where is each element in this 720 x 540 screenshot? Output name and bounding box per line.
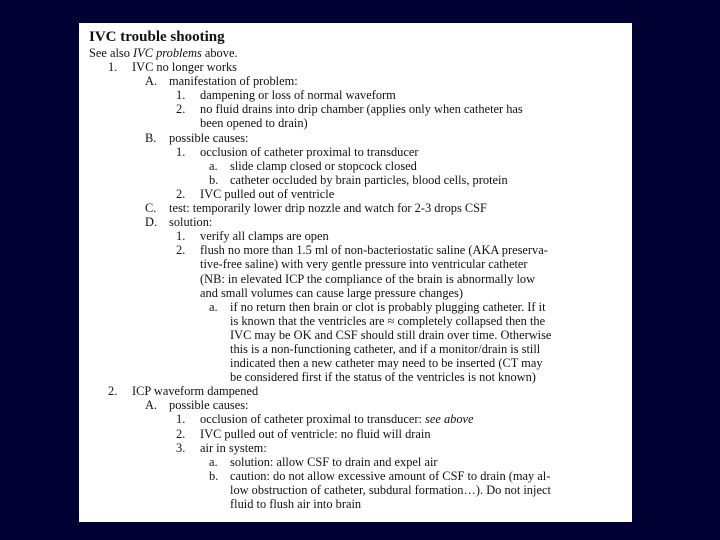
list-text: [200, 412, 626, 426]
section-1-heading: [108, 60, 626, 74]
list-marker: B.: [145, 130, 157, 145]
list-text-line: (NB: in elevated ICP the compliance of the brain is abnormally low: [200, 271, 536, 286]
section-1a: [145, 74, 626, 88]
section-1b-item-1a: [209, 159, 626, 173]
section-1b-item-2: [176, 187, 626, 201]
list-text-line: caution: do not allow excessive amount of CSF to drain (may al-: [230, 468, 551, 483]
list-text: dampening or loss of normal waveform: [200, 88, 396, 103]
list-marker: 2.: [176, 186, 186, 201]
section-1a-item-1: [176, 88, 626, 102]
section-1d-item-2a: [209, 300, 626, 385]
list-text-line: fluid to flush air into brain: [230, 497, 362, 511]
section-1a-item-2: [176, 102, 626, 130]
list-text: occlusion of catheter proximal to transducer: [200, 144, 419, 159]
list-marker: A.: [145, 398, 158, 413]
list-text: solution:: [169, 215, 213, 230]
list-text: manifestation of problem:: [169, 74, 298, 89]
section-1d-item-2: [176, 243, 626, 299]
list-text-line: low obstruction of catheter, subdural formation…). Do not inject: [230, 482, 551, 497]
section-2a-item-1: [176, 412, 626, 426]
list-text: slide clamp closed or stopcock closed: [230, 158, 417, 173]
list-text-line: is known that the ventricles are ≈ completely collapsed then the: [230, 313, 546, 328]
document-page: [79, 23, 632, 522]
list-marker: a.: [209, 158, 218, 173]
list-marker: A.: [145, 74, 158, 89]
list-text: IVC no longer works: [132, 60, 237, 75]
section-1d-item-1: [176, 229, 626, 243]
list-marker: b.: [209, 172, 219, 187]
see-above-reference: see above: [425, 412, 474, 427]
list-marker: 1.: [176, 229, 186, 244]
list-text-line: tive-free saline) with very gentle pressure into ventricular catheter: [200, 257, 528, 272]
list-marker: 1.: [176, 144, 186, 159]
list-text-line: IVC may be OK and CSF should still drain over time. Otherwise: [230, 327, 552, 342]
list-marker: C.: [145, 201, 157, 216]
section-1b-item-1b: [209, 173, 626, 187]
list-text-line: and small volumes can cause large pressure changes): [200, 285, 463, 300]
section-1c: [145, 201, 626, 215]
list-marker: a.: [209, 299, 218, 314]
list-marker: 2.: [108, 384, 118, 399]
list-text: catheter occluded by brain particles, blood cells, protein: [230, 172, 508, 187]
section-2a: [145, 398, 626, 412]
list-text: possible causes:: [169, 130, 249, 145]
section-2a-item-3a: [209, 455, 626, 469]
section-1d: [145, 215, 626, 229]
see-also-suffix: above.: [201, 46, 238, 60]
list-text-line: no fluid drains into drip chamber (applies only when catheter has: [200, 102, 523, 117]
list-text-line: be considered first if the status of the ventricles is not known): [230, 370, 536, 385]
list-marker: D.: [145, 215, 158, 230]
section-2a-item-3: [176, 441, 626, 455]
section-1b: [145, 131, 626, 145]
list-text-line: this is a non-functioning catheter, and if a monitor/drain is still: [230, 341, 541, 356]
list-text-main: occlusion of catheter proximal to transducer:: [200, 412, 426, 427]
list-marker: 2.: [176, 243, 186, 258]
section-2-heading: [108, 384, 626, 398]
list-text: verify all clamps are open: [200, 229, 329, 244]
section-2a-item-3b: [209, 469, 626, 511]
see-also-prefix: See also: [89, 46, 134, 60]
list-text: possible causes:: [169, 398, 249, 413]
section-1b-item-1: [176, 145, 626, 159]
list-text-line: if no return then brain or clot is probably plugging catheter. If it: [230, 299, 546, 314]
list-marker: 3.: [176, 440, 186, 455]
list-marker: a.: [209, 454, 218, 469]
list-text: air in system:: [200, 440, 267, 455]
page-title: IVC trouble shooting: [89, 29, 225, 45]
list-text: test: temporarily lower drip nozzle and watch for 2-3 drops CSF: [169, 201, 487, 216]
list-text: IVC pulled out of ventricle: [200, 186, 335, 201]
see-also-link: IVC problems: [133, 46, 202, 60]
list-marker: 2.: [176, 426, 186, 441]
list-text: IVC pulled out of ventricle: no fluid will drain: [200, 426, 431, 441]
section-2a-item-2: [176, 427, 626, 441]
list-text-line: flush no more than 1.5 ml of non-bacteriostatic saline (AKA preserva-: [200, 243, 548, 258]
list-text-line: been opened to drain): [200, 116, 308, 131]
see-also-line: [89, 46, 626, 60]
list-marker: 1.: [176, 88, 186, 103]
list-marker: b.: [209, 468, 219, 483]
list-text: ICP waveform dampened: [132, 384, 259, 399]
list-marker: 1.: [108, 60, 118, 75]
list-marker: 2.: [176, 102, 186, 117]
list-text-line: indicated then a new catheter may need to be inserted (CT may: [230, 356, 543, 371]
list-marker: 1.: [176, 412, 186, 427]
list-text: solution: allow CSF to drain and expel air: [230, 454, 438, 469]
